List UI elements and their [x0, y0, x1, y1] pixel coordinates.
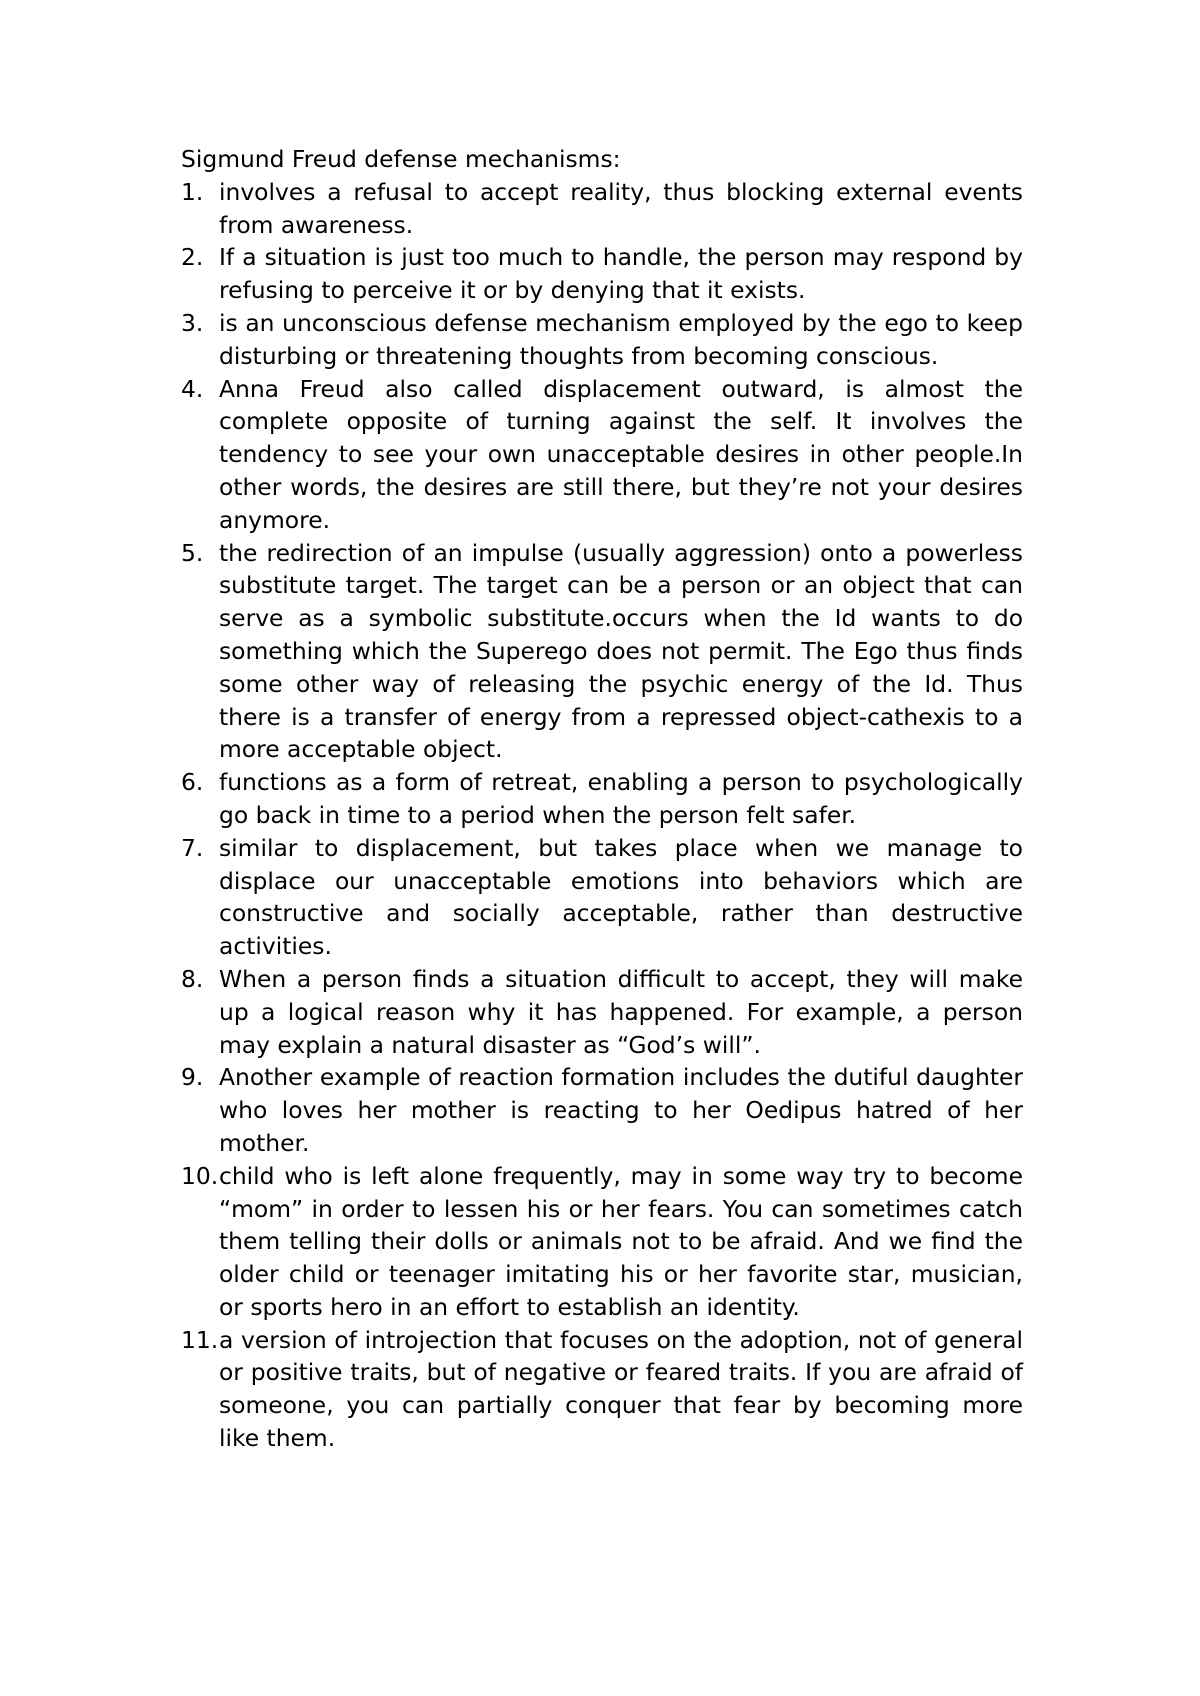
list-item	[181, 373, 1023, 537]
list-item	[181, 766, 1023, 832]
list-item-text: functions as a form of retreat, enabling a person to psychologically go back in time to a period when the person felt safer.	[219, 768, 1023, 829]
list-item	[181, 176, 1023, 242]
list-item-number: 3.	[181, 308, 204, 337]
list-item-number: 4.	[181, 374, 204, 403]
list-item-number: 1.	[181, 177, 204, 206]
list-item	[181, 832, 1023, 963]
document-body	[181, 143, 1023, 1455]
defense-mechanism-list	[181, 176, 1023, 1455]
list-item-number: 7.	[181, 833, 204, 862]
list-item-number: 5.	[181, 538, 204, 567]
list-item-number: 8.	[181, 964, 204, 993]
list-item-number: 11.	[181, 1325, 219, 1354]
list-item	[181, 307, 1023, 373]
list-item	[181, 241, 1023, 307]
list-item-text: If a situation is just too much to handle, the person may respond by refusing to perceive it or by denying that it exists.	[219, 243, 1023, 305]
list-item-number: 10.	[181, 1161, 219, 1190]
list-item	[181, 963, 1023, 1061]
list-item-text: Anna Freud also called displacement outward, is almost the complete opposite of turning against the self. It involves the tendency to see your own unacceptable desires in other people.In other words, the desires are still there, but they’re not your desires anymore.	[219, 374, 1023, 534]
list-item-text: is an unconscious defense mechanism employed by the ego to keep disturbing or threatening thoughts from becoming conscious.	[219, 308, 1023, 370]
list-item-text: When a person finds a situation difficult to accept, they will make up a logical reason why it has happened. For example, a person may explain a natural disaster as “God’s will”.	[219, 964, 1023, 1059]
list-item-text: Another example of reaction formation includes the dutiful daughter who loves her mother is reacting to her Oedipus hatred of her mother.	[219, 1063, 1023, 1157]
list-item-text: involves a refusal to accept reality, thus blocking external events from awareness.	[219, 177, 1023, 239]
list-item-number: 9.	[181, 1063, 204, 1092]
list-item-number: 6.	[181, 768, 204, 797]
list-item	[181, 1061, 1023, 1159]
list-item-text: child who is left alone frequently, may in some way try to become “mom” in order to lessen his or her fears. You can sometimes catch them telling their dolls or animals not to be afraid. And we find the older child or teenager imitating his or her favorite star, musician, or sports hero in an effort to establish an identity.	[219, 1161, 1023, 1321]
list-item	[181, 1324, 1023, 1455]
list-item-text: similar to displacement, but takes place when we manage to displace our unacceptable emotions into behaviors which are constructive and socially acceptable, rather than destructive activities.	[219, 833, 1023, 961]
document-title: Sigmund Freud defense mechanisms:	[181, 145, 621, 173]
list-item	[181, 1160, 1023, 1324]
list-item-text: the redirection of an impulse (usually aggression) onto a powerless substitute target. The target can be a person or an object that can serve as a symbolic substitute.occurs when the Id wants to do something which the Superego does not permit. The Ego thus finds some other way of releasing the psychic energy of the Id. Thus there is a transfer of energy from a repressed object-cathexis to a more acceptable object.	[219, 538, 1023, 764]
list-item-text: a version of introjection that focuses on the adoption, not of general or positive traits, but of negative or feared traits. If you are afraid of someone, you can partially conquer that fear by becoming more like them.	[219, 1325, 1023, 1453]
list-item-number: 2.	[181, 243, 204, 272]
list-item	[181, 537, 1023, 767]
